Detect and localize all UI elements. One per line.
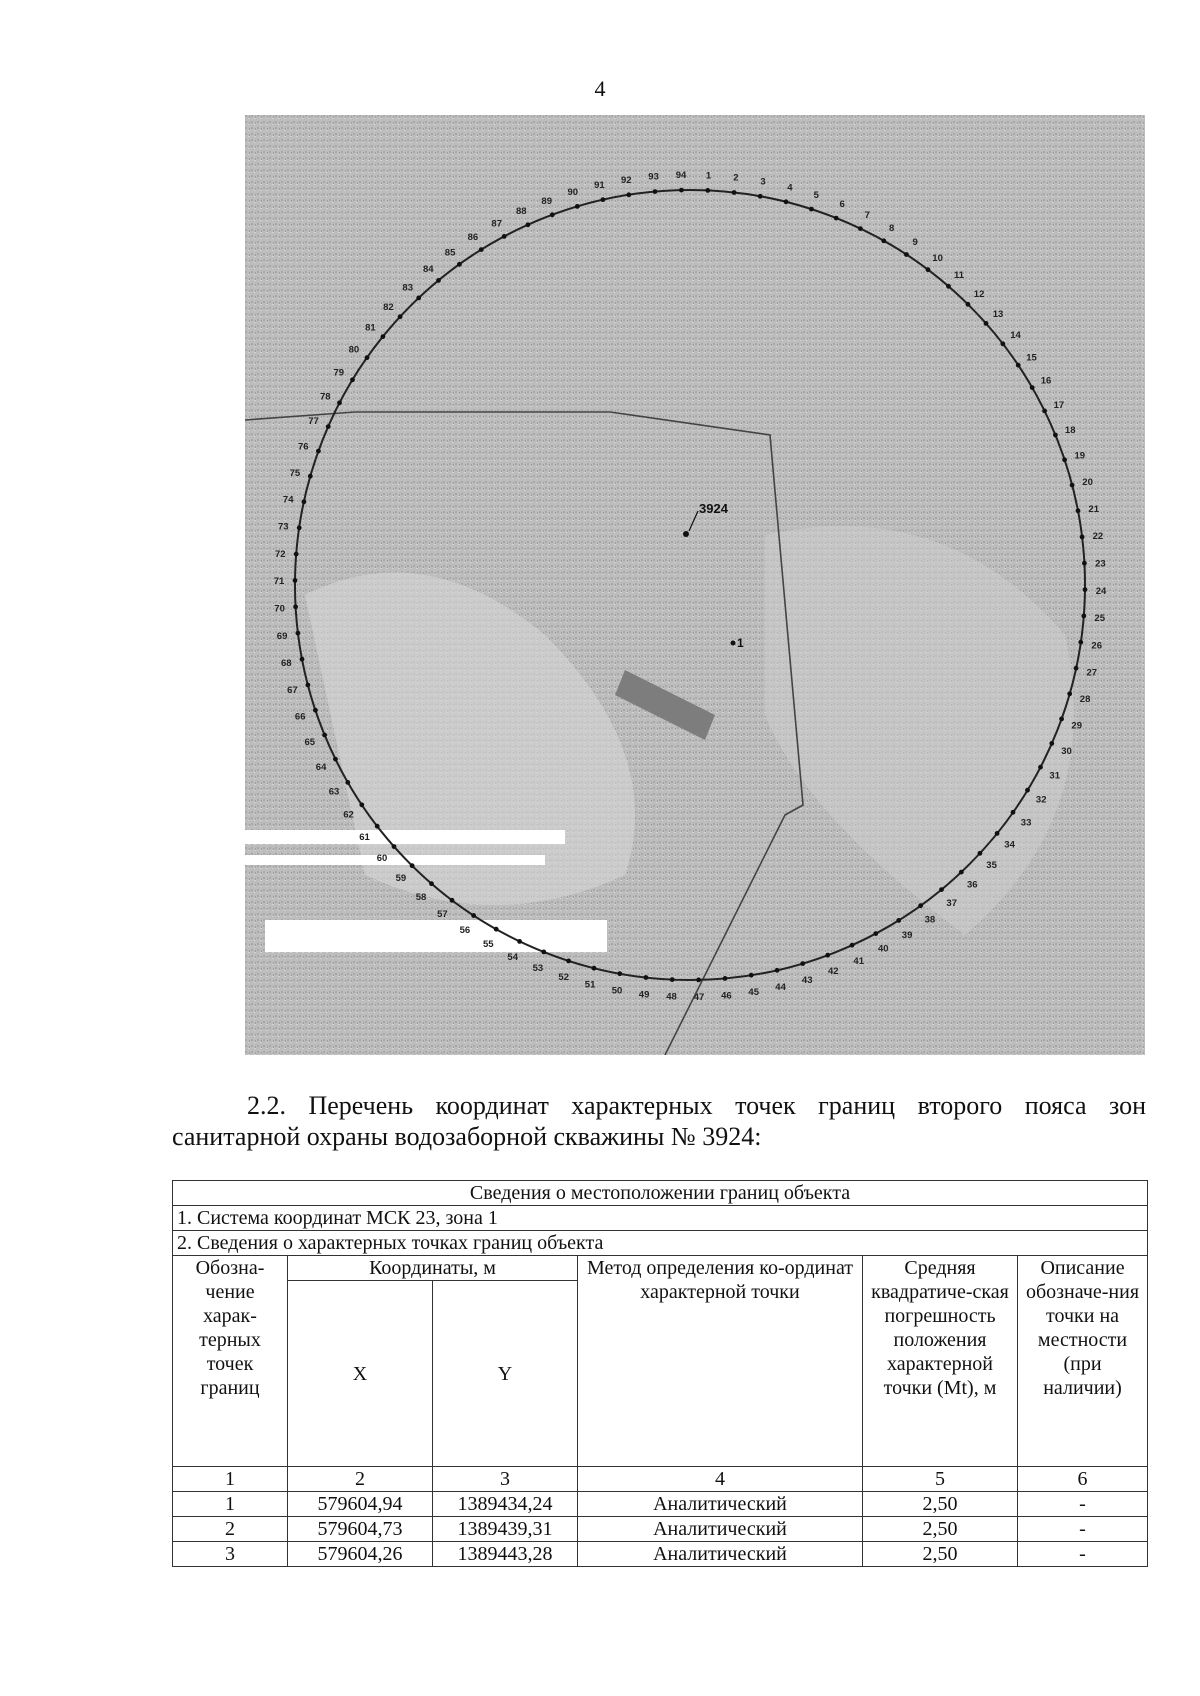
boundary-point xyxy=(749,973,754,978)
boundary-point xyxy=(939,887,944,892)
boundary-point-label: 92 xyxy=(621,175,632,186)
boundary-point xyxy=(450,898,455,903)
cell-y: 1389434,24 xyxy=(433,1492,578,1517)
boundary-point-label: 93 xyxy=(648,171,659,183)
boundary-point-label: 89 xyxy=(541,195,552,207)
boundary-point xyxy=(626,192,631,197)
coordinate-system: 1. Система координат МСК 23, зона 1 xyxy=(173,1206,1148,1231)
boundary-point-label: 30 xyxy=(1061,745,1072,757)
boundary-point xyxy=(345,780,350,785)
well-label: 3924 xyxy=(699,501,728,516)
boundary-point xyxy=(359,802,364,807)
boundary-point xyxy=(326,424,331,429)
boundary-point xyxy=(670,977,675,982)
boundary-point xyxy=(550,212,555,217)
boundary-point-label: 5 xyxy=(813,189,819,201)
boundary-point-label: 38 xyxy=(924,914,936,926)
boundary-point xyxy=(723,976,728,981)
boundary-point xyxy=(1000,341,1005,346)
boundary-point-label: 2 xyxy=(733,172,739,184)
boundary-point-label: 90 xyxy=(567,187,579,199)
boundary-point-label: 94 xyxy=(675,170,687,182)
boundary-point-label: 47 xyxy=(693,991,705,1003)
cell-x: 579604,73 xyxy=(288,1517,433,1542)
boundary-point xyxy=(784,199,789,204)
boundary-point xyxy=(653,189,658,194)
boundary-point-label: 54 xyxy=(507,951,518,963)
boundary-point xyxy=(381,334,386,339)
boundary-point-label: 15 xyxy=(1026,352,1037,364)
well-point xyxy=(683,531,689,537)
boundary-point-label: 91 xyxy=(594,180,605,192)
header-error: Средняя квадратиче-ская погрешность положения характерной точки (Mt), м xyxy=(863,1256,1018,1467)
boundary-point xyxy=(946,284,951,289)
column-numbers-row xyxy=(173,1467,1148,1492)
boundary-point xyxy=(995,831,1000,836)
boundary-point-label: 76 xyxy=(298,441,309,453)
boundary-point-label: 35 xyxy=(986,860,997,872)
boundary-point-label: 83 xyxy=(402,282,413,294)
boundary-point-label: 66 xyxy=(294,711,306,723)
boundary-point-label: 25 xyxy=(1094,613,1105,625)
boundary-point xyxy=(1081,614,1086,619)
boundary-point-label: 88 xyxy=(516,206,527,218)
page-number: 4 xyxy=(594,76,606,101)
boundary-point-label: 57 xyxy=(437,909,448,920)
cell-x: 579604,94 xyxy=(288,1492,433,1517)
boundary-point xyxy=(297,525,302,530)
table-row xyxy=(173,1492,1148,1517)
boundary-point-label: 24 xyxy=(1095,585,1107,597)
boundary-point xyxy=(696,978,701,983)
boundary-point xyxy=(566,959,571,964)
cell-error: 2,50 xyxy=(863,1517,1018,1542)
boundary-point xyxy=(644,975,649,980)
boundary-point-label: 75 xyxy=(289,467,301,479)
cell-method: Аналитический xyxy=(578,1492,863,1517)
boundary-point xyxy=(1067,691,1072,696)
boundary-point-label: 43 xyxy=(801,974,813,986)
boundary-point-label: 39 xyxy=(901,930,913,941)
boundary-point xyxy=(984,321,989,326)
boundary-point xyxy=(1070,483,1075,488)
boundary-point-label: 56 xyxy=(459,924,471,936)
column-number: 2 xyxy=(288,1467,433,1492)
section-caption: 2.2. Перечень координат характерных точек границ второго пояса зон санитарной охраны водозаборной скважины № 3924: xyxy=(172,1091,1146,1151)
boundary-point-label: 13 xyxy=(992,308,1004,320)
boundary-point-label: 20 xyxy=(1082,477,1093,488)
boundary-point-label: 45 xyxy=(748,987,759,998)
boundary-point-label: 86 xyxy=(467,232,479,243)
boundary-point xyxy=(502,234,507,239)
boundary-point-label: 72 xyxy=(275,548,286,560)
boundary-point xyxy=(1030,385,1035,390)
boundary-point xyxy=(1038,765,1043,770)
boundary-point xyxy=(322,733,327,738)
cell-method: Аналитический xyxy=(578,1542,863,1567)
boundary-point xyxy=(479,247,484,252)
boundary-point xyxy=(1080,535,1085,540)
boundary-point-label: 6 xyxy=(839,199,845,211)
boundary-point-label: 44 xyxy=(775,981,786,993)
boundary-point xyxy=(306,683,311,688)
boundary-point-label: 19 xyxy=(1074,450,1086,462)
boundary-point-label: 32 xyxy=(1035,794,1047,806)
boundary-point-label: 3 xyxy=(760,176,766,188)
boundary-point xyxy=(732,190,737,195)
boundary-point-label: 60 xyxy=(376,853,388,865)
boundary-point-label: 12 xyxy=(973,288,985,300)
boundary-point xyxy=(592,966,597,971)
boundary-point xyxy=(541,950,546,955)
boundary-point xyxy=(904,252,909,257)
boundary-point-label: 8 xyxy=(889,222,895,234)
boundary-point xyxy=(337,400,342,405)
boundary-point-label: 27 xyxy=(1086,667,1098,679)
cell-y: 1389443,28 xyxy=(433,1542,578,1567)
boundary-point-label: 53 xyxy=(532,962,544,974)
boundary-point-label: 37 xyxy=(946,897,957,909)
boundary-point xyxy=(1025,788,1030,793)
boundary-point-label: 78 xyxy=(320,391,331,403)
boundary-point-label: 7 xyxy=(864,210,870,222)
header-y: Y xyxy=(433,1281,578,1467)
boundary-point xyxy=(881,238,886,243)
section-heading: 2. Сведения о характерных точках границ объекта xyxy=(173,1231,1148,1256)
boundary-point xyxy=(679,188,684,193)
boundary-point-label: 4 xyxy=(787,182,793,194)
boundary-point xyxy=(850,943,855,948)
boundary-point xyxy=(410,863,415,868)
boundary-point-label: 58 xyxy=(415,891,427,903)
boundary-point xyxy=(918,903,923,908)
boundary-point-label: 48 xyxy=(666,991,677,1003)
boundary-point-label: 63 xyxy=(328,786,340,798)
boundary-point-label: 42 xyxy=(828,966,839,978)
boundary-point-label: 74 xyxy=(282,494,294,506)
boundary-point xyxy=(436,278,441,283)
boundary-point-label: 10 xyxy=(932,253,943,264)
boundary-point xyxy=(825,953,830,958)
boundary-point-label: 59 xyxy=(395,873,407,885)
boundary-point-label: 67 xyxy=(287,685,298,696)
table-system-row xyxy=(173,1206,1148,1231)
boundary-point-label: 82 xyxy=(383,301,394,313)
boundary-point xyxy=(1062,457,1067,462)
boundary-point xyxy=(978,851,983,856)
boundary-point xyxy=(966,302,971,307)
boundary-point-label: 23 xyxy=(1095,558,1106,570)
boundary-point xyxy=(705,188,710,193)
map-white-bar xyxy=(265,920,607,952)
point-marker xyxy=(731,641,736,646)
column-number: 6 xyxy=(1018,1467,1148,1492)
boundary-point xyxy=(1082,561,1087,566)
boundary-point-label: 17 xyxy=(1053,399,1065,411)
boundary-point-label: 21 xyxy=(1088,503,1099,515)
boundary-point-label: 49 xyxy=(638,989,650,1001)
boundary-point-label: 34 xyxy=(1004,839,1015,851)
boundary-point-label: 36 xyxy=(967,879,978,891)
coordinates-table xyxy=(172,1180,1148,1567)
boundary-point-label: 31 xyxy=(1049,770,1060,782)
cell-error: 2,50 xyxy=(863,1542,1018,1567)
point-label: 1 xyxy=(737,636,744,650)
boundary-point-label: 71 xyxy=(273,576,285,588)
column-number: 5 xyxy=(863,1467,1018,1492)
cell-error: 2,50 xyxy=(863,1492,1018,1517)
boundary-point-label: 51 xyxy=(584,979,596,991)
boundary-point xyxy=(858,226,863,231)
boundary-point xyxy=(1011,810,1016,815)
boundary-point-label: 73 xyxy=(278,521,289,533)
map-white-bar xyxy=(245,830,565,844)
boundary-point-label: 9 xyxy=(912,237,918,249)
cell-description: - xyxy=(1018,1492,1148,1517)
table-section-row xyxy=(173,1231,1148,1256)
cell-designation: 2 xyxy=(173,1517,288,1542)
boundary-point xyxy=(575,204,580,209)
boundary-point-label: 68 xyxy=(281,658,292,670)
boundary-point xyxy=(1016,363,1021,368)
boundary-point xyxy=(398,314,403,319)
boundary-point-label: 81 xyxy=(365,322,376,334)
boundary-map xyxy=(245,115,1145,1055)
cell-x: 579604,26 xyxy=(288,1542,433,1567)
boundary-point xyxy=(526,222,531,227)
boundary-point-label: 26 xyxy=(1091,640,1102,652)
boundary-point-label: 65 xyxy=(304,737,316,749)
table-header-row xyxy=(173,1256,1148,1281)
boundary-point xyxy=(617,971,622,976)
boundary-point-label: 79 xyxy=(333,367,345,379)
cell-y: 1389439,31 xyxy=(433,1517,578,1542)
boundary-point-label: 85 xyxy=(444,247,456,259)
boundary-point-label: 16 xyxy=(1040,375,1052,387)
boundary-point-label: 64 xyxy=(315,762,327,774)
header-description: Описание обозначе-ния точки на местности (при наличии) xyxy=(1018,1256,1148,1467)
header-x: X xyxy=(288,1281,433,1467)
cell-description: - xyxy=(1018,1517,1148,1542)
header-coordinates: Координаты, м xyxy=(288,1256,578,1281)
cell-description: - xyxy=(1018,1542,1148,1567)
table-row xyxy=(173,1542,1148,1567)
boundary-point-label: 50 xyxy=(611,985,623,997)
boundary-point-label: 62 xyxy=(343,809,354,821)
boundary-point-label: 52 xyxy=(558,972,569,984)
boundary-point-label: 14 xyxy=(1010,330,1021,341)
boundary-point xyxy=(1078,640,1083,645)
column-number: 4 xyxy=(578,1467,863,1492)
boundary-point xyxy=(293,578,298,583)
boundary-point-label: 61 xyxy=(359,832,370,843)
boundary-point xyxy=(1074,666,1079,671)
boundary-point-label: 77 xyxy=(308,416,319,428)
boundary-point xyxy=(896,918,901,923)
boundary-point-label: 28 xyxy=(1079,694,1091,706)
boundary-point xyxy=(457,262,462,267)
boundary-point-label: 70 xyxy=(274,603,285,615)
boundary-point xyxy=(313,708,318,713)
boundary-point xyxy=(1049,741,1054,746)
map-drawing xyxy=(245,115,1145,1055)
boundary-point-label: 80 xyxy=(348,344,360,356)
boundary-point xyxy=(296,631,301,636)
boundary-point xyxy=(308,474,313,479)
boundary-point xyxy=(316,449,321,454)
boundary-point xyxy=(800,961,805,966)
boundary-point xyxy=(1059,717,1064,722)
boundary-point xyxy=(834,216,839,221)
boundary-point xyxy=(926,267,931,272)
boundary-point xyxy=(293,604,298,609)
boundary-point xyxy=(959,870,964,875)
boundary-point xyxy=(494,927,499,932)
boundary-point-label: 87 xyxy=(491,218,502,230)
boundary-point xyxy=(300,657,305,662)
table-row xyxy=(173,1517,1148,1542)
cell-method: Аналитический xyxy=(578,1517,863,1542)
boundary-point xyxy=(517,939,522,944)
boundary-point-label: 69 xyxy=(276,631,288,643)
table-title: Сведения о местоположении границ объекта xyxy=(173,1181,1148,1206)
boundary-point xyxy=(873,931,878,936)
map-white-bar xyxy=(245,855,545,865)
boundary-point-label: 22 xyxy=(1092,530,1104,542)
boundary-point xyxy=(375,824,380,829)
boundary-point xyxy=(758,194,763,199)
boundary-point xyxy=(809,207,814,212)
boundary-point-label: 41 xyxy=(853,955,864,967)
boundary-point-label: 55 xyxy=(483,939,494,951)
table-title-row xyxy=(173,1181,1148,1206)
boundary-point xyxy=(294,552,299,557)
boundary-point-label: 33 xyxy=(1020,817,1032,829)
boundary-point-label: 84 xyxy=(423,264,434,276)
boundary-point xyxy=(392,844,397,849)
boundary-point xyxy=(365,355,370,360)
boundary-point xyxy=(429,881,434,886)
boundary-point-label: 40 xyxy=(878,943,889,955)
boundary-point-label: 1 xyxy=(705,170,712,182)
boundary-point xyxy=(1042,409,1047,414)
boundary-point xyxy=(471,913,476,918)
boundary-point xyxy=(1053,433,1058,438)
boundary-point xyxy=(1076,508,1081,513)
header-method: Метод определения ко-ординат характерной точки xyxy=(578,1256,863,1467)
boundary-point xyxy=(416,296,421,301)
column-number: 1 xyxy=(173,1467,288,1492)
boundary-point-label: 46 xyxy=(721,990,732,1002)
cell-designation: 1 xyxy=(173,1492,288,1517)
boundary-point xyxy=(333,757,338,762)
header-designation: Обозна-чение харак-терных точек границ xyxy=(173,1256,288,1467)
boundary-point-label: 11 xyxy=(953,270,965,282)
boundary-point-label: 18 xyxy=(1064,424,1076,436)
boundary-point xyxy=(601,197,606,202)
boundary-point xyxy=(302,499,307,504)
boundary-point xyxy=(1083,587,1088,592)
boundary-point xyxy=(350,377,355,382)
boundary-point xyxy=(775,968,780,973)
column-number: 3 xyxy=(433,1467,578,1492)
boundary-point-label: 29 xyxy=(1071,720,1082,732)
cell-designation: 3 xyxy=(173,1542,288,1567)
